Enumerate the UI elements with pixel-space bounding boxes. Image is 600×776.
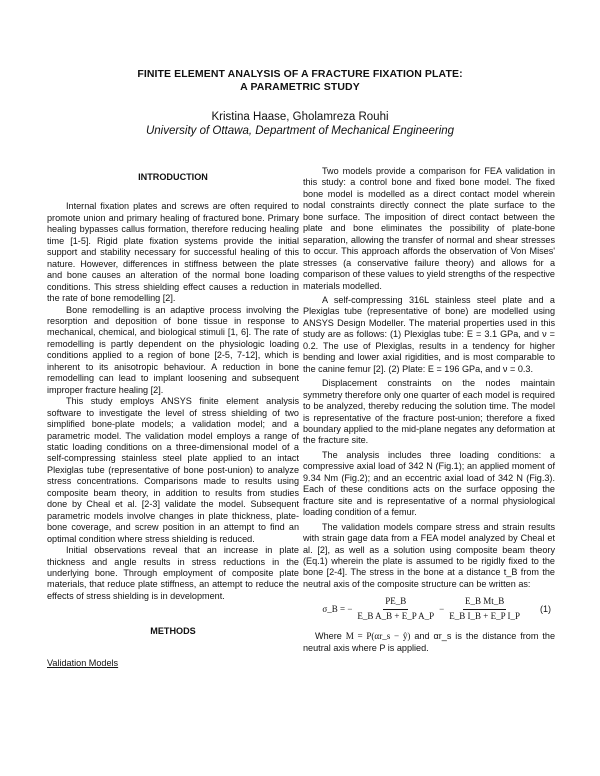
affiliation: University of Ottawa, Department of Mechanical Engineering <box>145 125 455 137</box>
authors: Kristina Haase, Gholamreza Rouhi <box>211 111 389 123</box>
title-line-1: FINITE ELEMENT ANALYSIS OF A FRACTURE FIXATION PLATE: <box>137 68 463 80</box>
paper-title <box>40 68 560 94</box>
subheading-validation-models: Validation Models <box>47 657 119 668</box>
heading-methods: METHODS <box>150 626 196 637</box>
where-math: M = P(αr_s − ŷ) <box>345 631 411 642</box>
equation-number: (1) <box>540 603 551 614</box>
heading-introduction: INTRODUCTION <box>138 172 208 182</box>
right-column <box>303 166 555 657</box>
intro-paragraph-4: Initial observations reveal that an increase in plate thickness and angle results in stress reductions in the underlying bone. Through employment of composite plate materials, that reduce plate stiffness, an attempt to reduce the effects of stress shielding is in development. <box>47 545 299 601</box>
equation-fraction-2 <box>447 596 522 622</box>
equation-where-clause <box>303 631 555 654</box>
where-prefix: Where <box>315 631 342 642</box>
fraction-2-numerator: E_B Mt_B <box>463 596 506 609</box>
methods-paragraph-1: Two models provide a comparison for FEA validation in this study: a control bone and fixed bone model. The fixed bone model is modelled as a direct contact model wherein nodal constraints directly connect the plate surface to the bone surface. The imposition of direct contact between the plate and bone eliminates the possibility of plate-bone separation, allowing the transfer of normal and shear stresses to occur. This approach affords the observation of Von Mises' stresses (a conservative failure theory) and allows for a comparison of these values to yield strengths of the respective materials modelled. <box>303 166 555 291</box>
equation-fraction-1 <box>355 596 436 622</box>
methods-paragraph-3: Displacement constraints on the nodes maintain symmetry therefore only one quarter of each model is required to be analyzed, thereby reducing the solution time. The model is representative of the fracture post-union; therefore a fixed boundary applied to the mid-plane negates any deformation at the fracture site. <box>303 378 555 446</box>
where-suffix: and αr_s is the distance from the neutral axis where P is applied. <box>303 631 555 653</box>
equation-1 <box>303 593 555 625</box>
fraction-1-denominator: E_B A_B + E_P A_P <box>357 610 435 621</box>
methods-paragraph-5: The validation models compare stress and strain results with strain gage data from a FEA model analyzed by Cheal et al. [2], as well as a solution using composite beam theory (Eq.1) wherein the plate is assumed to be rigidly fixed to the bone [2-4]. The stress in the bone at a distance t_B from the neutral axis of the composite structure can be written as: <box>303 521 555 589</box>
left-column <box>47 168 299 669</box>
methods-paragraph-2: A self-compressing 316L stainless steel plate and a Plexiglas tube (representative of bone) are modelled using ANSYS Design Modeller. The material properties used in this study are as follows: (1) Plexiglas tube: E = 3.1 GPa, and ν = 0.2. The use of Plexiglas, results in a tendency for higher bending and lower axial rigidities, and is most comparable to the canine femur [2]. (2) Plate: E = 196 GPa, and ν = 0.3. <box>303 294 555 374</box>
fraction-2-denominator: E_B I_B + E_P I_P <box>449 610 520 621</box>
equation-body <box>322 596 522 622</box>
intro-paragraph-3: This study employs ANSYS finite element analysis software to investigate the level of stress shielding of two simplified bone-plate models; a validation model; and a parametric model. The validation model employs a range of static loading conditions on a three-dimensional model of a self-compressing stainless steel plate applied to an intact Plexiglas tube (representative of bone post-union) to analyze stress concentrations. Comparisons made to results using composite beam theory, in addition to results from studies done by Cheal et al. [2-3] validate the model. Subsequent parametric models involve changes in plate thickness, plate-bone coverage, and screw position in an attempt to find an optimal condition where stress shielding is reduced. <box>47 396 299 544</box>
intro-paragraph-1: Internal fixation plates and screws are often required to promote union and primary healing of fractured bone. Primary healing bypasses callus formation, therefore reducing healing time [1-5]. Rigid plate fixation systems provide the initial support and stability necessary for successful healing of this nature. However, differences in stiffness between the plate and bone causes an alteration of the normal bone loading conditions. This stress shielding effect causes a reduction in the rate of bone remodelling [2]. <box>47 201 299 304</box>
fraction-1-numerator: PE_B <box>383 596 408 609</box>
intro-paragraph-2: Bone remodelling is an adaptive process involving the resorption and deposition of bone tissue in response to mechanical, chemical, and biological stimuli [1, 6]. The rate of remodelling is partly dependent on the physiologic loading conditions applied to a region of bone [2-5, 7-12], which is inherent to its anisotropic behaviour. A reduction in bone remodelling can lead to implant loosening and subsequent improper fracture healing [2]. <box>47 304 299 395</box>
title-line-2: A PARAMETRIC STUDY <box>240 81 360 93</box>
equation-minus: − <box>439 603 445 614</box>
equation-lhs: σ_B = − <box>322 603 353 614</box>
methods-paragraph-4: The analysis includes three loading conditions: a compressive axial load of 342 N (Fig.1); an applied moment of 9.34 Nm (Fig.2); and an eccentric axial load of 342 N (Fig.3). Each of these conditions acts on the surface opposing the fracture site and is representative of a normal physiological loading condition of a femur. <box>303 449 555 518</box>
